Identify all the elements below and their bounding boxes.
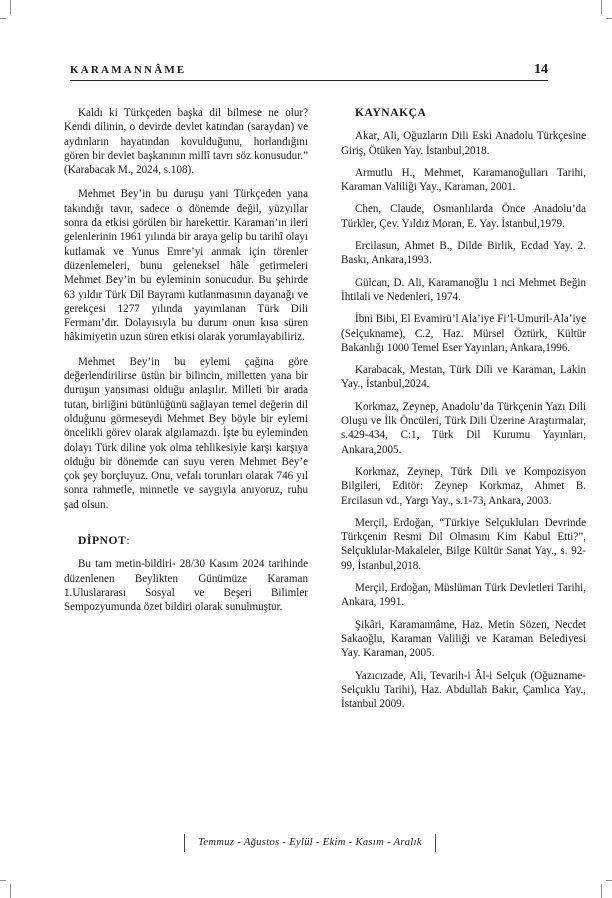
body-paragraph: Mehmet Bey’in bu eylemi çağına göre değerlendirilirse üstün bir bilincin, milletten yana bir duruşun yansıması olduğu anlaşılır. Milleti bir arada tutan, birliğini bütünlüğünü sağlayan temel değerin dil olduğunu görmeseydi Mehmet Bey böyle bir eylemi öncelikli görev olarak algılamazdı. İşte bu eyleminden dolayı Türk diline yok olma tehlikesiyle karşı karşıya olduğu bir dönemde can suyu veren Mehmet Bey’e çok şey borçluyuz. Onu, vefalı torunları olarak 746 yıl sonra rahmetle, minnetle ve saygıyla anıyoruz, ruhu şad olsun. [64,355,308,511]
crop-mark [0,880,6,881]
crop-mark [601,0,602,14]
reference-item: Merçil, Erdoğan, Müslüman Türk Devletleri Tarihi, Ankara, 1991. [341,582,586,609]
reference-item: Yazıcızade, Ali, Tevarih-i Âl-i Selçuk (Oğuzname-Selçuklu Tarihi), Haz. Abdullah Bakır, Çamlıca Yay., İstanbul 2009. [341,669,586,711]
crop-mark [10,0,11,14]
crop-mark [606,18,612,19]
footnote-text: Bu tam metin-bildiri- 28/30 Kasım 2024 tarihinde düzenlenen Beylikten Günümüze Karaman 1.Uluslararası Sosyal ve Beşeri Bilimler Sempozyumunda özet bildiri olarak sunulmuştur. [64,558,308,614]
body-paragraph: Kaldı ki Türkçeden başka dil bilmese ne olur? Kendi dilinin, o devirde devlet katından (saraydan) ve aydınların hayatından kovulduğunu, horlandığını gören bir devlet başkanının millî tavrı söz konusudur.” (Karabacak M., 2024, s.108). [64,107,308,177]
reference-item: Merçil, Erdoğan, “Türkiye Selçukluları Devrinde Türkçenin Resmi Dil Olmasını Kim Kabul Etti?”, Selçuklular-Makaleler, Bilge Kültür Sanat Yay., s. 92-99, İstanbul,2018. [341,516,586,572]
footnote-heading-label: DİPNOT [78,535,127,548]
reference-item: Akar, Ali, Oğuzların Dili Eski Anadolu Türkçesine Giriş, Ötüken Yay. İstanbul,2018. [341,130,586,157]
reference-item: Chen, Claude, Osmanlılarda Önce Anadolu’da Türkler, Çev. Yıldız Moran, E. Yay. İstanbul,1979. [341,203,586,230]
footer-months: Temmuz - Ağustos - Eylül - Ekim - Kasım - Aralık [198,837,422,848]
journal-title: KARAMANNÂME [70,64,187,76]
header-rule [70,80,548,81]
left-column [64,106,308,625]
reference-item: Ercilasun, Ahmet B., Dilde Birlik, Ecdad Yay. 2. Baskı, Ankara,1993. [341,240,586,267]
right-column [341,106,586,719]
reference-item: Karabacak, Mestan, Türk Dili ve Karaman, Lakin Yay., İstanbul,2024. [341,364,586,391]
reference-item: İbni Bibi, El Evamirü’l Ala’iye Fi’l-Umuril-Ala’iye (Selçukname), C.2, Haz. Mürsel Öztürk, Kültür Bakanlığı 1000 Temel Eser Yayınları, Ankara,1996. [341,313,586,354]
crop-mark [601,884,602,898]
crop-mark [10,884,11,898]
footer-divider-right [435,834,436,852]
crop-mark [0,18,6,19]
page-number: 14 [534,62,548,77]
running-footer [184,834,436,854]
footnote-heading-colon: : [126,535,131,548]
reference-item: Korkmaz, Zeynep, Türk Dili ve Kompozisyon Bilgileri, Editör: Zeynep Korkmaz, Ahmet B. Ercilasun vd., Yargı Yay., s.1-73, Ankara, 2003. [341,465,586,507]
body-paragraph: Mehmet Bey’in bu duruşu yani Türkçeden yana takındığı tavır, sadece o dönemde değil, yüzyıllar sonra da etkisi görülen bir harekettir. Karaman’ın ileri gelenlerinin 1961 yılında bir araya gelip bu tarihî olayı kutlamak ve Yunus Emre’yi anmak için törenler düzenlemeleri, bunu geleneksel hâle getirmeleri Mehmet Bey’in bu eyleminin sonucudur. Bu şehirde 63 yıldır Türk Dil Bayramı kutlanmasının dayanağı ve gerekçesi 1277 yılında yayımlanan Türk Dili Fermanı’dır. Dolayısıyla bu durum onun kısa süren hâkimiyetin uzun süren etkisi olarak yorumlayabiliriz. [64,188,308,344]
reference-item: Gülcan, D. Ali, Karamanoğlu 1 nci Mehmet Beğin İhtilali ve Nedenleri, 1974. [341,276,586,303]
reference-item: Şikâri, Karamannâme, Haz. Metin Sözen, Necdet Sakaoğlu, Karaman Valiliği ve Karaman Belediyesi Yay. Karaman, 2005. [341,618,586,660]
reference-item: Korkmaz, Zeynep, Anadolu’da Türkçenin Yazı Dili Oluşu ve İlk Öncüleri, Türk Dili Üzerine Araştırmalar, s.429-434, C:1, Türk Dil Kurumu Yayınları, Ankara,2005. [341,400,586,456]
crop-mark [606,880,612,881]
footnote-heading [78,534,308,548]
running-header [70,62,548,80]
references-heading: KAYNAKÇA [355,107,427,119]
reference-item: Armutlu H., Mehmet, Karamanoğulları Tarihi, Karaman Valiliği Yay., Karaman, 2001. [341,166,586,194]
